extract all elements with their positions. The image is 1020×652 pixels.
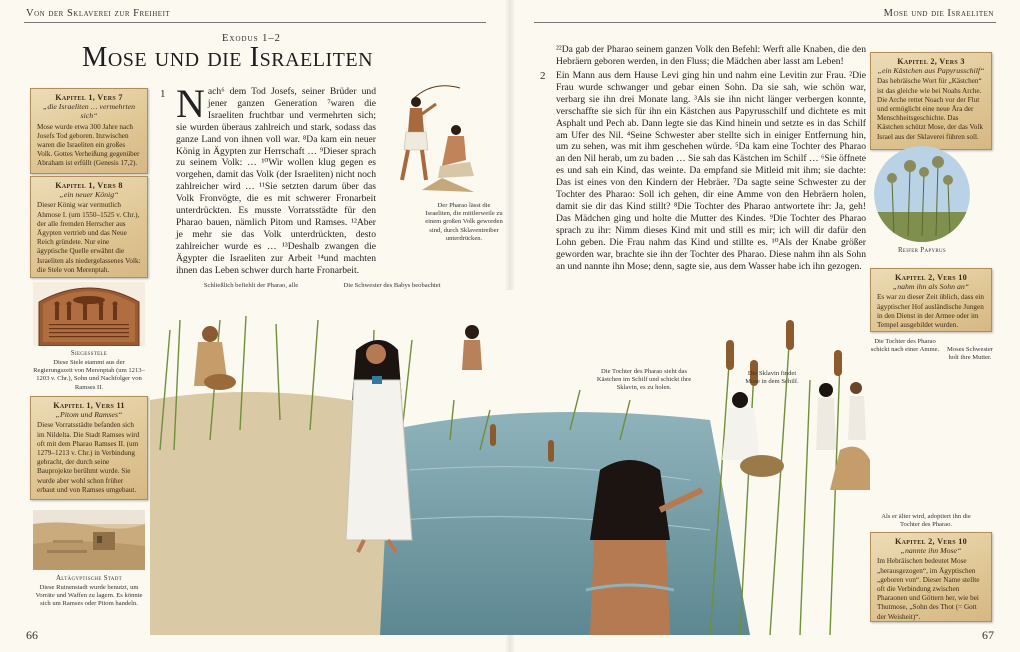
verse-number-2: 2 [540,70,546,82]
page-number-right: 67 [982,628,994,642]
box-text: Diese Vorratsstädte befanden sich im Nildelta. Die Stadt Ramses wird oft mit dem Pharao Ramses II. (um 1279–1213 v. Chr.) in Verbindung gebracht, der durch seine Bauprojekte berühmt wurde. Sie wurde aber wohl schon früher erbaut und von Ramses umgebaut. [37,421,140,494]
slave-driver-illustration [382,80,482,198]
page-title: Mose und die Israeliten [82,42,374,73]
adopted-caption: Als er älter wird, adoptiert ihn die Tochter des Pharao. [881,513,971,529]
papyrus-caption: Reifer Papyrus [898,247,946,254]
box-title: Kapitel 1, Vers 11 [53,401,125,410]
scripture-paragraph: ach⁶ dem Tod Josefs, seiner Brüder und jener ganzen Generation ⁷waren die Israeliten fruchtbar und vermehrten sich; sie wurden überaus zahlreich und stark, sodass das ganze Land von ihnen voll war. ⁸Da kam ein neuer König in Ägypten zur Herrschaft … ⁹Dieser sprach zu seinem Volk: … ¹⁰Wir wollen klug gegen es vorgehen, damit das Volk (der Israeliten) nicht noch zahlreicher wird … ¹¹Sie setzten darum über das Volk Fronvögte, die es mit schwerer Fronarbeit unterdrückten. Es musste Vorratsstädte für den Pharao bauen, nämlich Pitom und Ramses. ¹²Aber je mehr sie das Volk unterdrückten, desto zahlreicher wurde es … ¹³Deshalb zwangen die Ägypter die Israeliten zur Arbeit ¹⁴und machten ihnen das Leben schwer durch harte Fronarbeit. [176,86,376,276]
commentary-box-chapter1-verse8 [30,176,148,278]
slave-finds-caption: Die Sklavin findet Mose in dem Schilf. [745,370,799,386]
box-text: Es war zu dieser Zeit üblich, dass ein ägyptischer Hof ausländische Jungen in den Dienst in der Armee oder im Tempel ausgebildet wurden. [877,293,984,330]
box-title: Kapitel 1, Vers 8 [55,181,123,190]
exodus-reference: Exodus 1–2 [222,33,281,44]
scripture-text-chapter2: Ein Mann aus dem Hause Levi ging hin und nahm eine Levitin zur Frau. ²Die Frau wurde schwanger und gebar einen Sohn. Da sie sah, wie schön war, verbarg sie ihn drei Monate lang. ³Als sie ihn nicht länger verbergen konnte, verschaffte sie sich für ihn ein Kästchen aus Papyrusschilf und dichtete es mit Asphalt und Pech ab. Dann legte sie das Kind hinein und setzte es in das Schilf am Ufer des Nil. ⁴Seine Schwester aber stellte sich in einiger Entfernung hin, um zu sehen, was mit ihm geschehen würde. ⁵Da kam eine Tochter des Pharao an den Nil herab, um zu baden … Sie sah das Kästchen im Schilf … ⁶Sie öffnete es und sah ein Kind, das weinte. Da empfand sie Mitleid mit ihm; sie dachte: Das ist eines von den Kindern der Hebräer. ⁷Da sagte seine Schwester zu der Tochter des Pharao: Soll ich gehen, dir eine Amme von den Hebräern holen, damit sie dir das Kind stillt? ⁸Die Tochter des Pharao antwortete ihr: Ja, geh! Das Mädchen ging und holte die Mutter des Kindes. ⁹Die Tochter des Pharao sprach zu ihr: Nimm dieses Kind mit und still es mir; ich will dir dafür den Lohn geben. Die Frau nahm das Kind und stillte es. ¹⁰Als der Knabe größer geworden war, brachte sie ihn der Tochter des Pharao. Diese nahm ihn als Sohn an und nannte ihn Mose; denn, sagte sie, aus dem Wasser habe ich ihn gezogen. [556,70,866,272]
box-title: Kapitel 1, Vers 7 [55,93,123,102]
box-quote: „die Israeliten … vermehrten sich“ [42,102,136,121]
box-quote: „Pitom und Ramses“ [55,410,123,420]
commentary-box-chapter2-verse10-adopt [870,268,992,332]
box-text: Dieser König war vermutlich Ahmose I. (um 1550–1525 v. Chr.), der alle fremden Herrscher aus Ägypten vertrieb und das Neue Reich gründete. Nur eine ägyptische Quelle erwähnt die Israeliten als niedergelassenes Volk: die Stele von Merenptah. [37,201,141,274]
box-title: Kapitel 2, Vers 10 [894,537,967,546]
box-text: Das hebräische Wort für „Kästchen“ ist das gleiche wie bei Noahs Arche. Die Arche rettet Noach vor der Flut und ermöglicht eine neue Ära der Menschheitsgeschichte. Das Kästchen schützt Mose, der das Volk Israel aus der Sklaverei führen soll. [877,77,983,141]
city-caption-text: Diese Ruinenstadt wurde benutzt, um Vorräte und Waffen zu lagern. Es könnte sich um Ramses oder Pitom handeln. [35,584,143,608]
city-caption-title: Altägyptische Stadt [56,575,122,582]
papyrus-image [874,146,970,242]
stele-caption-text: Diese Stele stammt aus der Regierungszeit von Merenptah (um 1213–1203 v. Chr.), Sohn und Nachfolger von Ramses II. [33,359,145,391]
sister-fetches-caption: Moses Schwester holt ihre Mutter. [947,346,993,362]
box-quote: „ein Kästchen aus Papyrusschilf“ [877,66,985,76]
commentary-box-chapter1-verse7 [30,88,148,174]
box-text: Im Hebräischen bedeutet Mose „herausgezogen“, im Ägyptischen „geboren von“. Dieser Name stellte oft die Verbindung zwischen Pharaonen und Göttern her, wie bei Thutmose, „Sohn des Thot (= Gott der Weisheit)“. [877,557,980,621]
scripture-verse-22: ²²Da gab der Pharao seinem ganzen Volk den Befehl: Werft alle Knaben, die den Hebräern geboren werden, in den Fluss; die Mädchen aber lasst am Leben! [556,44,866,67]
box-quote: „ein neuer König“ [59,190,119,200]
running-head-right: Mose und die Israeliten [883,8,994,19]
scripture-text-chapter1 [176,81,376,276]
slaves-caption: Der Pharao lässt die Israeliten, die mittlerweile zu einem großen Volk geworden sind, durch Sklaventreiber unterdrücken. [425,202,503,242]
stele-caption-title: Siegesstele [70,350,108,357]
box-text: Mose wurde etwa 300 Jahre nach Josefs Tod geboren. Inzwischen waren die Israeliten ein großes Volk. Gottes Verheißung gegenüber Abraham ist erfüllt (Genesis 17,2). [37,122,140,168]
running-head-left: Von der Sklaverei zur Freiheit [26,8,171,19]
nile-reed-illustration [150,290,870,635]
pharaoh-order-caption: Schließlich befiehlt der Pharao, alle [203,282,299,289]
ancient-city-image [33,510,145,570]
nurse-caption: Die Tochter des Pharao schickt nach einer Amme. [870,338,940,354]
box-quote: „nannte ihn Mose“ [900,546,962,556]
commentary-box-chapter2-verse3 [870,52,992,150]
box-quote: „nahm ihn als Sohn an“ [892,282,970,292]
running-head-rule [24,22,486,23]
box-title: Kapitel 2, Vers 3 [897,57,965,66]
commentary-box-chapter1-verse11 [30,396,148,500]
running-head-rule [534,22,996,23]
page-number-left: 66 [26,628,38,642]
verse-number-1: 1 [160,88,166,100]
box-title: Kapitel 2, Vers 10 [894,273,967,282]
drop-cap: N [176,81,205,126]
commentary-box-chapter2-verse10-name [870,532,992,622]
sees-basket-caption: Die Tochter des Pharao sieht das Kästchen im Schilf und schickt ihre Sklavin, es zu holen. [596,368,692,392]
sister-watch-caption: Die Schwester des Babys beobachtet [343,282,441,289]
victory-stele-image [33,282,145,346]
